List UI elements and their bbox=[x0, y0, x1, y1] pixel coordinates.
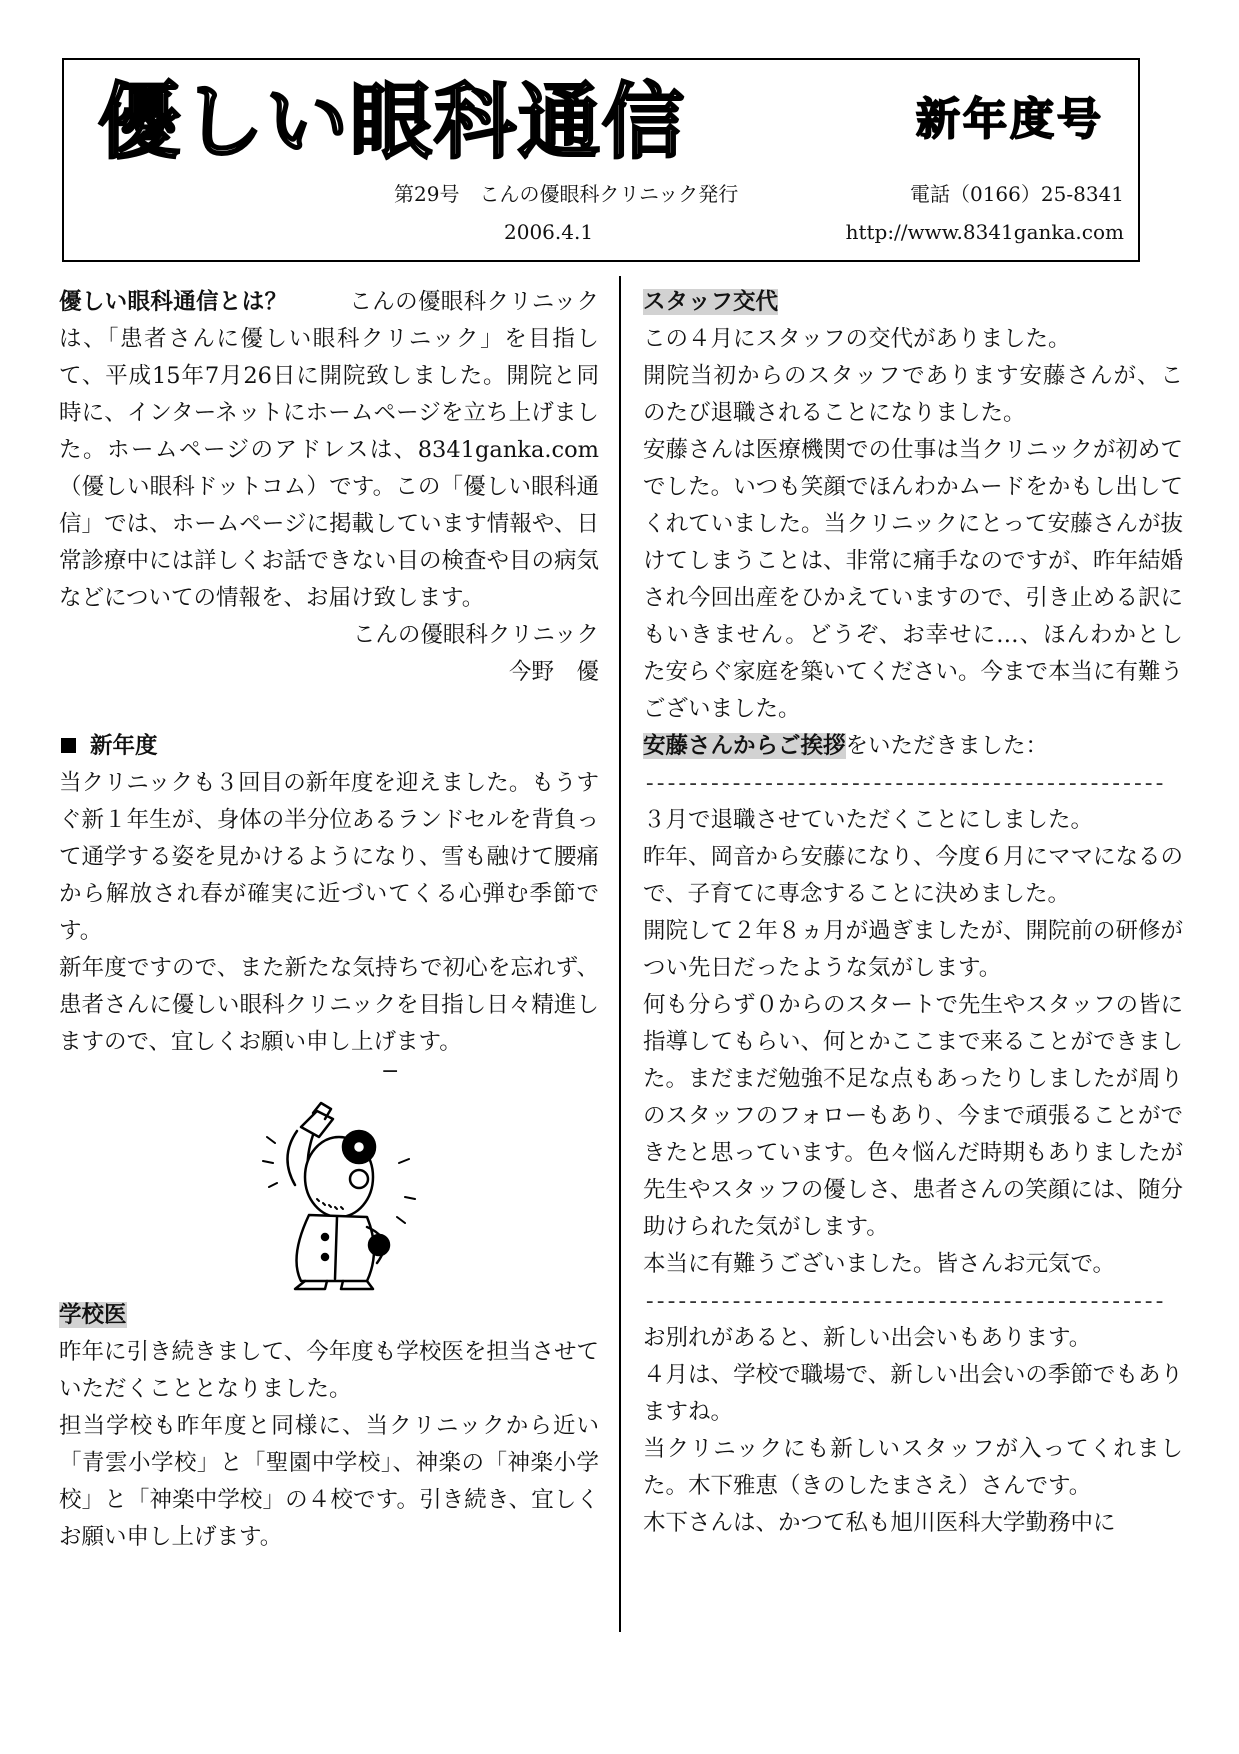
greeting-paragraph-3: 開院して２年８ヵ月が過ぎましたが、開院前の研修がつい先日だったような気がします。 bbox=[643, 918, 1184, 981]
issue-date: 2006.4.1 bbox=[504, 220, 594, 244]
intro-title: 優しい眼科通信とは？ bbox=[59, 289, 288, 315]
signature-name: 今野 優 bbox=[508, 659, 599, 685]
greeting-paragraph-4: 何も分らず０からのスタートで先生やスタッフの皆に指導してもらい、何とかここまで来ることができました。まだまだ勉強不足な点もあったりしましたが周りのスタッフのフォローもあり、今まで頑張ることができたと思っています。色々悩んだ時期もありましたが先生やスタッフの優しさ、患者さんの笑顔には、随分助けられた気がします。 bbox=[643, 992, 1184, 1240]
column-divider bbox=[619, 276, 621, 1632]
greeting-paragraph-2: 昨年、岡音から安藤になり、今度６月にママになるので、子育てに専念することに決めました。 bbox=[643, 844, 1184, 907]
right-column bbox=[643, 284, 1183, 1542]
school-doctor-paragraph-2: 担当学校も昨年度と同様に、当クリニックから近い「青雲小学校」と「聖園中学校」、神楽の「神楽小学校」と「神楽中学校」の４校です。引き続き、宜しくお願い申し上げます。 bbox=[59, 1413, 599, 1550]
square-bullet-icon bbox=[61, 738, 76, 753]
left-column bbox=[59, 284, 599, 1556]
phone-line: 電話（0166）25-8341 bbox=[909, 182, 1124, 206]
greeting-title: 安藤さんからご挨拶 bbox=[643, 733, 846, 759]
signature-clinic: こんの優眼科クリニック bbox=[352, 622, 599, 648]
greeting-paragraph-1: ３月で退職させていただくことにしました。 bbox=[643, 807, 1094, 833]
greeting-heading bbox=[643, 728, 1183, 765]
new-staff-paragraph-3: 当クリニックにも新しいスタッフが入ってくれました。木下雅恵（きのしたまさえ）さんです。 bbox=[643, 1436, 1183, 1499]
greeting-paragraph-5: 本当に有難うございました。皆さんお元気で。 bbox=[643, 1251, 1116, 1277]
school-doctor-paragraph-1: 昨年に引き続きまして、今年度も学校医を担当させていただくこととなりました。 bbox=[59, 1339, 599, 1402]
section-staff-heading bbox=[643, 284, 1183, 321]
issue-tag: 新年度号 bbox=[916, 94, 1104, 145]
dashed-separator-top: ------------------------------------------------ bbox=[643, 770, 1164, 796]
section-new-year-title: 新年度 bbox=[90, 733, 158, 759]
section-staff-title: スタッフ交代 bbox=[643, 289, 779, 315]
section-school-doctor-heading bbox=[59, 1297, 599, 1334]
newsletter-title: 優しい眼科通信 bbox=[98, 75, 687, 170]
new-staff-paragraph-1: お別れがあると、新しい出会いもあります。 bbox=[643, 1325, 1092, 1351]
new-staff-paragraph-2: ４月は、学校で職場で、新しい出会いの季節でもありますね。 bbox=[643, 1362, 1183, 1425]
dashed-separator-bottom: ------------------------------------------------ bbox=[643, 1288, 1164, 1314]
intro-body: こんの優眼科クリニックは、「患者さんに優しい眼科クリニック」を目指して、平成15年7月26日に開院致しました。開院と同時に、インターネットにホームページを立ち上げました。ホームページのアドレスは、8341ganka.com（優しい眼科ドットコム）です。この「優しい眼科通信」では、ホームページに掲載しています情報や、日常診療中には詳しくお話できない目の検査や目の病気などについての情報を、お届け致します。 bbox=[59, 289, 600, 611]
new-year-paragraph-1: 当クリニックも３回目の新年度を迎えました。もうすぐ新１年生が、身体の半分位あるランドセルを背負って通学する姿を見かけるようになり、雪も融けて腰痛から解放され春が確実に近づいてくる心弾む季節です。 bbox=[59, 770, 600, 944]
section-school-doctor-title: 学校医 bbox=[59, 1302, 127, 1328]
staff-paragraph-1: この４月にスタッフの交代がありました。 bbox=[643, 326, 1071, 352]
intro-paragraph bbox=[59, 284, 599, 617]
staff-paragraph-2: 開院当初からのスタッフであります安藤さんが、このたび退職されることになりました。 bbox=[643, 363, 1183, 426]
staff-paragraph-3: 安藤さんは医療機関での仕事は当クリニックが初めてでした。いつも笑顔でほんわかムードをかもし出してくれていました。当クリニックにとって安藤さんが抜けてしまうことは、非常に痛手なのですが、昨年結婚され今回出産をひかえていますので、引き止める訳にもいきません。どうぞ、お幸せに…、ほんわかとした安らぐ家庭を築いてください。今まで本当に有難うございました。 bbox=[643, 437, 1184, 722]
spacer bbox=[59, 691, 599, 728]
illustration-area bbox=[59, 1061, 599, 1297]
masthead bbox=[62, 58, 1140, 262]
website-url: http://www.8341ganka.com bbox=[845, 220, 1124, 244]
section-new-year-heading bbox=[59, 728, 599, 765]
greeting-title-suffix: をいただきました： bbox=[845, 733, 1049, 759]
illustration-mark: − bbox=[381, 1059, 400, 1084]
doctor-eyedrops-illustration bbox=[209, 1067, 509, 1297]
issue-line: 第29号 こんの優眼科クリニック発行 bbox=[394, 182, 739, 206]
new-year-paragraph-2: 新年度ですので、また新たな気持ちで初心を忘れず、患者さんに優しい眼科クリニックを目指し日々精進しますので、宜しくお願い申し上げます。 bbox=[59, 955, 599, 1055]
new-staff-paragraph-4: 木下さんは、かつて私も旭川医科大学勤務中に bbox=[643, 1510, 1116, 1536]
